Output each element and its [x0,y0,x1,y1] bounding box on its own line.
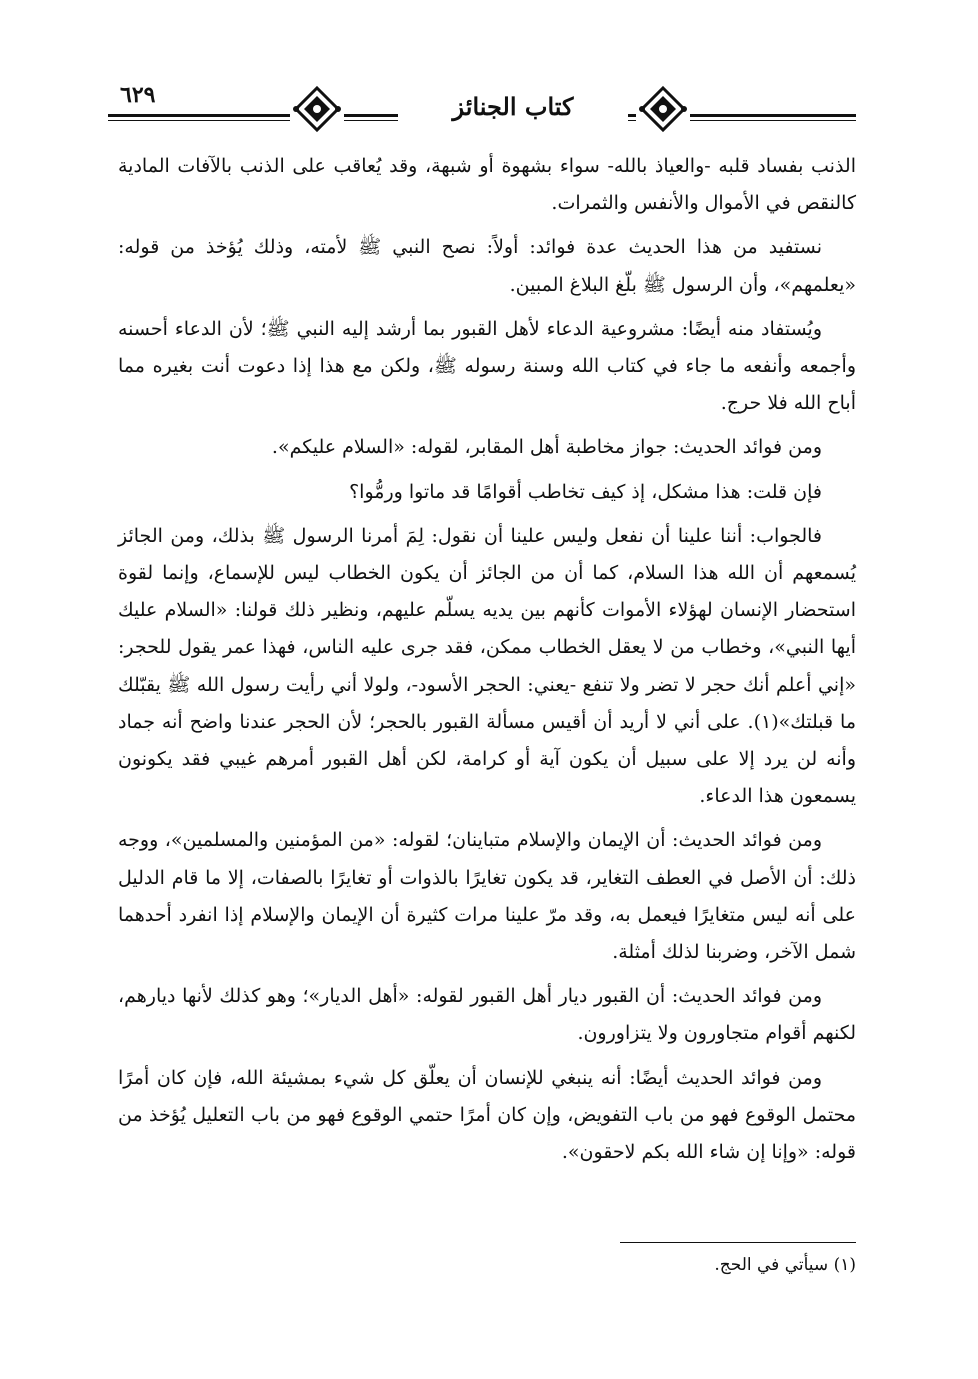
book-title: كتاب الجنائز [398,92,628,121]
paragraph: ومن فوائد الحديث: أن الإيمان والإسلام متباينان؛ لقوله: «من المؤمنين والمسلمين»، ووجه ذلك: أن الأصل في العطف التغاير، قد يكون تغايرًا بالذوات أو تغايرًا بالصفات، إلا ما قام الدليل على أنه ليس متغايرًا فيعمل به، وقد مرّ علينا مرات كثيرة أن الإيمان والإسلام إذا انفرد أحدهما شمل الآخر، وضربنا لذلك أمثلة. [118,829,856,964]
page-header [108,84,856,140]
page-number: ٦٢٩ [112,82,163,108]
paragraph: فالجواب: أننا علينا أن نفعل وليس علينا أن نقول: لِمَ أمرنا الرسول ﷺ بذلك، ومن الجائز يُسمعهم أن الله هذا السلام، كما أن من الجائز أن يكون الخطاب ليس للإسماع، وإنما لقوة استحضار الإنسان لهؤلاء الأموات كأنهم بين يديه يسلّم عليهم، ونظير ذلك قولنا: «السلام عليك أيها النبي»، وخطاب من لا يعقل الخطاب ممكن، فقد جرى عليه الناس، فهذا عمر يقول للحجر: «إني أعلم أنك حجر لا تضر ولا تنفع -يعني: الحجر الأسود-، ولولا أني رأيت رسول الله ﷺ يقبّلك ما قبلتك»(١). على أني لا أريد أن أقيس مسألة القبور بالحجر؛ لأن الحجر عندنا واضح أنه جماد وأنه لن يرد إلا على سبيل أن يكون آية أو كرامة، لكن أهل القبور أمرهم غيبي فقد يكونون يسمعون هذا الدعاء. [118,524,856,808]
paragraph: ومن فوائد الحديث: جواز مخاطبة أهل المقابر، لقوله: «السلام عليكم». [271,436,822,459]
footnote: (١) سيأتي في الحج. [714,1255,856,1275]
ornament-left-icon [290,84,344,134]
paragraph: ومن فوائد الحديث: أن القبور ديار أهل القبور لقوله: «أهل الديار»؛ وهو كذلك لأنها ديارهم، لكنهم أقوام متجاورون ولا يتزاورون. [118,985,856,1045]
body-text [118,148,856,1178]
paragraph: الذنب بفساد قلبه -والعياذ بالله- سواء بشهوة أو شبهة، وقد يُعاقب على الذنب بالآفات المادية كالنقص في الأموال والأنفس والثمرات. [118,155,856,215]
paragraph: ويُستفاد منه أيضًا: مشروعية الدعاء لأهل القبور بما أرشد إليه النبي ﷺ؛ لأن الدعاء أحسنه وأجمعه وأنفعه ما جاء في كتاب الله وسنة رسوله ﷺ، ولكن مع هذا إذا دعوت أنت بغيره مما أباح الله فلا حرج. [118,317,856,415]
paragraph: فإن قلت: هذا مشكل، إذ كيف تخاطب أقوامًا قد ماتوا ورمُّوا؟ [349,480,822,503]
paragraph: نستفيد من هذا الحديث عدة فوائد: أولاً: نصح النبي ﷺ لأمته، وذلك يُؤخذ من قوله: «يعلمهم»، وأن الرسول ﷺ بلّغ البلاغ المبين. [118,236,856,296]
ornament-right-icon [636,84,690,134]
footnote-divider [620,1242,856,1243]
paragraph: ومن فوائد الحديث أيضًا: أنه ينبغي للإنسان أن يعلّق كل شيء بمشيئة الله، فإن كان أمرًا محتمل الوقوع فهو من باب التفويض، وإن كان أمرًا حتمي الوقوع فهو من باب التعليل يُؤخذ من قوله: «وإنا إن شاء الله بكم لاحقون». [118,1066,856,1164]
